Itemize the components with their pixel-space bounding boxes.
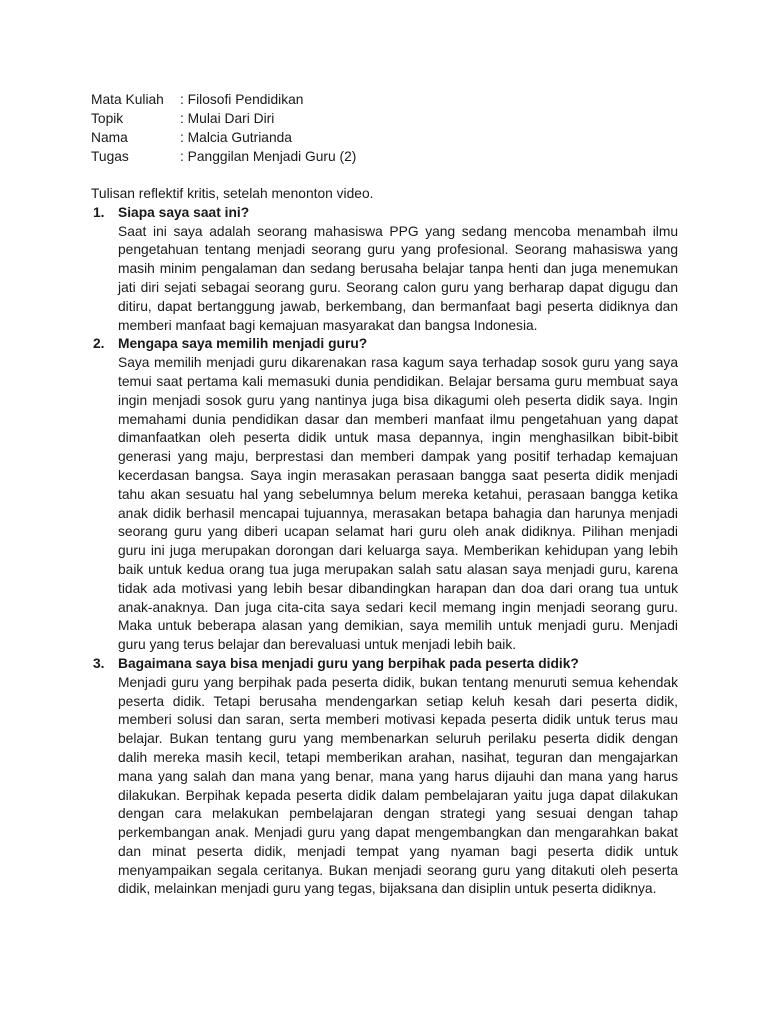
meta-label: Tugas: [91, 149, 129, 164]
meta-value: : Malcia Gutrianda: [180, 129, 356, 148]
question-number: 2.: [93, 336, 105, 352]
intro-paragraph: Tulisan reflektif kritis, setelah menonton video.: [91, 186, 374, 201]
meta-label: Mata Kuliah: [91, 92, 164, 107]
question-title: Bagaimana saya bisa menjadi guru yang berpihak pada peserta didik?: [118, 655, 579, 671]
document-header-info: [91, 91, 356, 167]
question-item: [91, 655, 678, 899]
question-answer: Menjadi guru yang berpihak pada peserta didik, bukan tentang menuruti semua kehendak peserta didik. Tetapi berusaha mendengarkan setiap keluh kesah dari peserta didik, memberi solusi dan saran, serta memberi motivasi kepada peserta didik untuk terus mau belajar. Bukan tentang guru yang membenarkan seluruh perilaku peserta didik dengan dalih mereka masih kecil, tetapi memberikan arahan, nasihat, teguran dan mengajarkan mana yang salah dan mana yang benar, mana yang harus dijauhi dan mana yang harus dilakukan. Berpihak kepada peserta didik dalam pembelajaran yaitu juga dapat dilakukan dengan cara melakukan pembelajaran dengan strategi yang sesuai dengan tahap perkembangan anak. Menjadi guru yang dapat mengembangkan dan mengarahkan bakat dan minat peserta didik, menjadi tempat yang nyaman bagi peserta didik untuk menyampaikan segala ceritanya. Bukan menjadi seorang guru yang ditakuti oleh peserta didik, melainkan menjadi guru yang tegas, bijaksana dan disiplin untuk peserta didiknya.: [118, 674, 678, 897]
meta-row-mata-kuliah: [91, 91, 356, 110]
question-title: Siapa saya saat ini?: [118, 204, 250, 220]
meta-label: Nama: [91, 130, 128, 145]
meta-value: : Mulai Dari Diri: [180, 110, 356, 129]
document-page: [91, 91, 678, 899]
meta-row-nama: [91, 129, 356, 148]
question-number: 1.: [93, 204, 105, 220]
question-number: 3.: [93, 655, 105, 671]
meta-label: Topik: [91, 111, 124, 126]
question-answer: Saya memilih menjadi guru dikarenakan rasa kagum saya terhadap sosok guru yang saya temui saat pertama kali memasuki dunia pendidikan. Belajar bersama guru membuat saya ingin menjadi sosok guru yang nantinya juga bisa dikagumi oleh peserta didik saya. Ingin memahami dunia pendidikan dasar dan memberi manfaat ilmu pengetahuan yang dapat dimanfaatkan oleh peserta didik untuk masa depannya, ingin menghasilkan bibit-bibit generasi yang maju, berprestasi dan memberi dampak yang positif terhadap kemajuan kecerdasan bangsa. Saya ingin merasakan perasaan bangga saat peserta didik menjadi tahu akan sesuatu hal yang sebelumnya belum mereka ketahui, perasaan bangga ketika anak didik berhasil mencapai tujuannya, merasakan betapa bahagia dan harunya menjadi seorang guru yang diberi ucapan selamat hari guru oleh anak didiknya. Pilihan menjadi guru ini juga merupakan dorongan dari keluarga saya. Memberikan kehidupan yang lebih baik untuk kedua orang tua juga merupakan salah satu alasan saya menjadi guru, karena tidak ada motivasi yang lebih besar dibandingkan harapan dan doa dari orang tua untuk anak-anaknya. Dan juga cita-cita saya sedari kecil memang ingin menjadi seorang guru. Maka untuk beberapa alasan yang demikian, saya memilih untuk menjadi guru. Menjadi guru yang terus belajar dan berevaluasi untuk menjadi lebih baik.: [118, 355, 678, 653]
question-list: [91, 204, 678, 899]
question-answer: Saat ini saya adalah seorang mahasiswa PPG yang sedang mencoba menambah ilmu pengetahuan tentang menjadi seorang guru yang profesional. Seorang mahasiswa yang masih minim pengalaman dan sedang berusaha belajar tanpa henti dan juga menemukan jati diri sejati sebagai seorang guru. Seorang calon guru yang berharap dapat digugu dan ditiru, dapat bertanggung jawab, berkembang, dan bermanfaat bagi peserta didiknya dan memberi manfaat bagi kemajuan masyarakat dan bangsa Indonesia.: [118, 223, 678, 333]
meta-value: : Panggilan Menjadi Guru (2): [180, 148, 356, 167]
question-title: Mengapa saya memilih menjadi guru?: [118, 336, 368, 352]
question-item: [91, 204, 678, 336]
meta-value: : Filosofi Pendidikan: [180, 91, 356, 110]
meta-row-topik: [91, 110, 356, 129]
question-item: [91, 335, 678, 655]
meta-row-tugas: [91, 148, 356, 167]
